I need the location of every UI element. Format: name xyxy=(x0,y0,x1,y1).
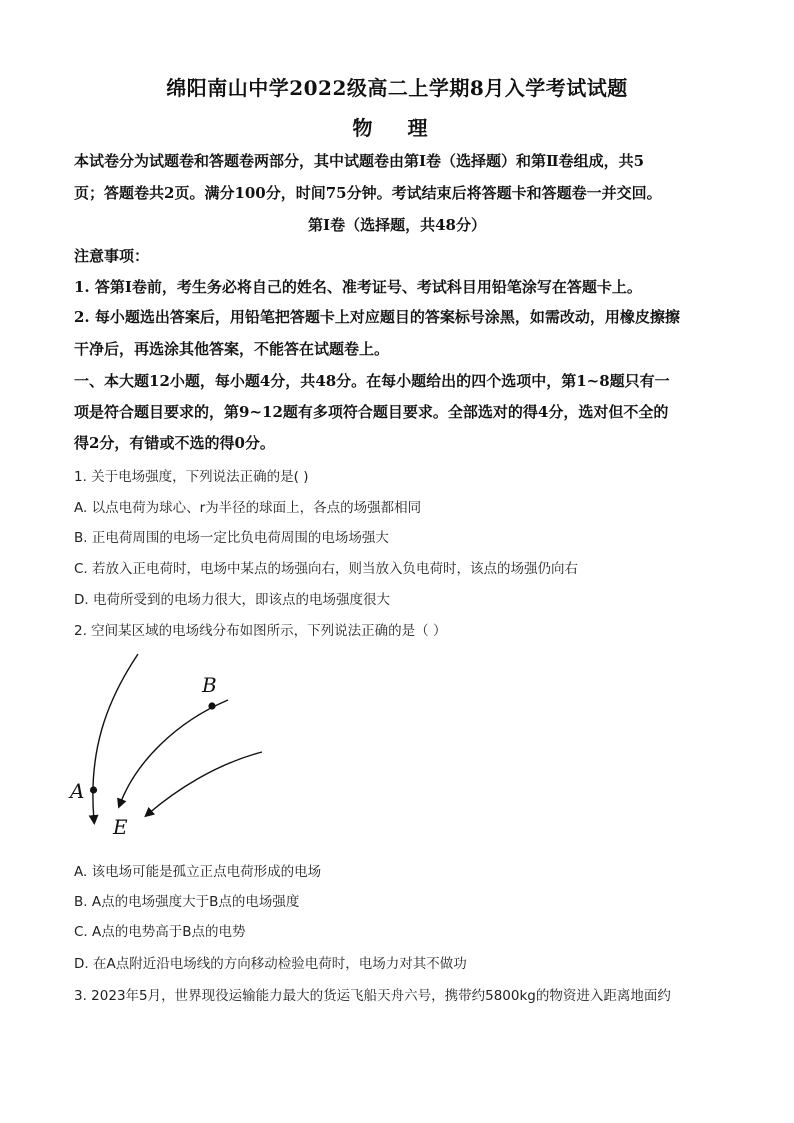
q2-option-c: C. A点的电势高于B点的电势 xyxy=(74,924,246,940)
q1-option-c: C. 若放入正电荷时，电场中某点的场强向右，则当放入负电荷时，该点的场强仍向右 xyxy=(74,561,579,577)
notes-heading: 注意事项： xyxy=(74,247,150,265)
q2-option-d: D. 在A点附近沿电场线的方向移动检验电荷时，电场力对其不做功 xyxy=(74,956,467,972)
field-line-left xyxy=(93,654,138,820)
field-line-right xyxy=(148,752,262,814)
electric-field-figure xyxy=(66,652,296,842)
notes-item-2-line-1: 2. 每小题选出答案后，用铅笔把答题卡上对应题目的答案标号涂黑，如需改动，用橡皮擦擦 xyxy=(74,308,680,326)
q2-option-a: A. 该电场可能是孤立正点电荷形成的电场 xyxy=(74,864,322,880)
section1-line-3: 得2分，有错或不选的得0分。 xyxy=(74,434,275,452)
intro-line-2: 页；答题卷共2页。满分100分，时间75分钟。考试结束后将答题卡和答题卷一并交回。 xyxy=(74,184,662,202)
q2-option-b: B. A点的电场强度大于B点的电场强度 xyxy=(74,894,300,910)
q1-option-a: A. 以点电荷为球心、r为半径的球面上，各点的场强都相同 xyxy=(74,500,422,516)
q1-option-b: B. 正电荷周围的电场一定比负电荷周围的电场场强大 xyxy=(74,530,389,546)
q1-stem: 1. 关于电场强度，下列说法正确的是( ) xyxy=(74,469,309,485)
field-e-label: E xyxy=(113,815,128,839)
notes-item-1: 1. 答第Ⅰ卷前，考生务必将自己的姓名、准考证号、考试科目用铅笔涂写在答题卡上。 xyxy=(74,278,642,296)
q2-stem: 2. 空间某区域的电场线分布如图所示，下列说法正确的是（ ） xyxy=(74,623,447,639)
point-a-label: A xyxy=(70,779,85,803)
point-b-dot xyxy=(208,702,215,709)
q1-option-d: D. 电荷所受到的电场力很大，即该点的电场强度很大 xyxy=(74,592,390,608)
field-line-middle xyxy=(120,700,228,804)
part1-heading: 第Ⅰ卷（选择题，共48分） xyxy=(308,216,486,234)
notes-item-2-line-2: 干净后，再选涂其他答案，不能答在试题卷上。 xyxy=(74,340,390,358)
point-b-label: B xyxy=(202,673,217,697)
q3-stem: 3. 2023年5月，世界现役运输能力最大的货运飞船天舟六号，携带约5800kg的物资进入距离地面约 xyxy=(74,988,671,1004)
intro-line-1: 本试卷分为试题卷和答题卷两部分，其中试题卷由第Ⅰ卷（选择题）和第Ⅱ卷组成，共5 xyxy=(74,152,645,170)
section1-line-1: 一、本大题12小题，每小题4分，共48分。在每小题给出的四个选项中，第1~8题只有一 xyxy=(74,372,670,390)
subject-title: 物 理 xyxy=(352,116,442,140)
point-a-dot xyxy=(90,786,97,793)
exam-title: 绵阳南山中学2022级高二上学期8月入学考试试题 xyxy=(166,76,628,100)
section1-line-2: 项是符合题目要求的，第9~12题有多项符合题目要求。全部选对的得4分，选对但不全的 xyxy=(74,403,669,421)
